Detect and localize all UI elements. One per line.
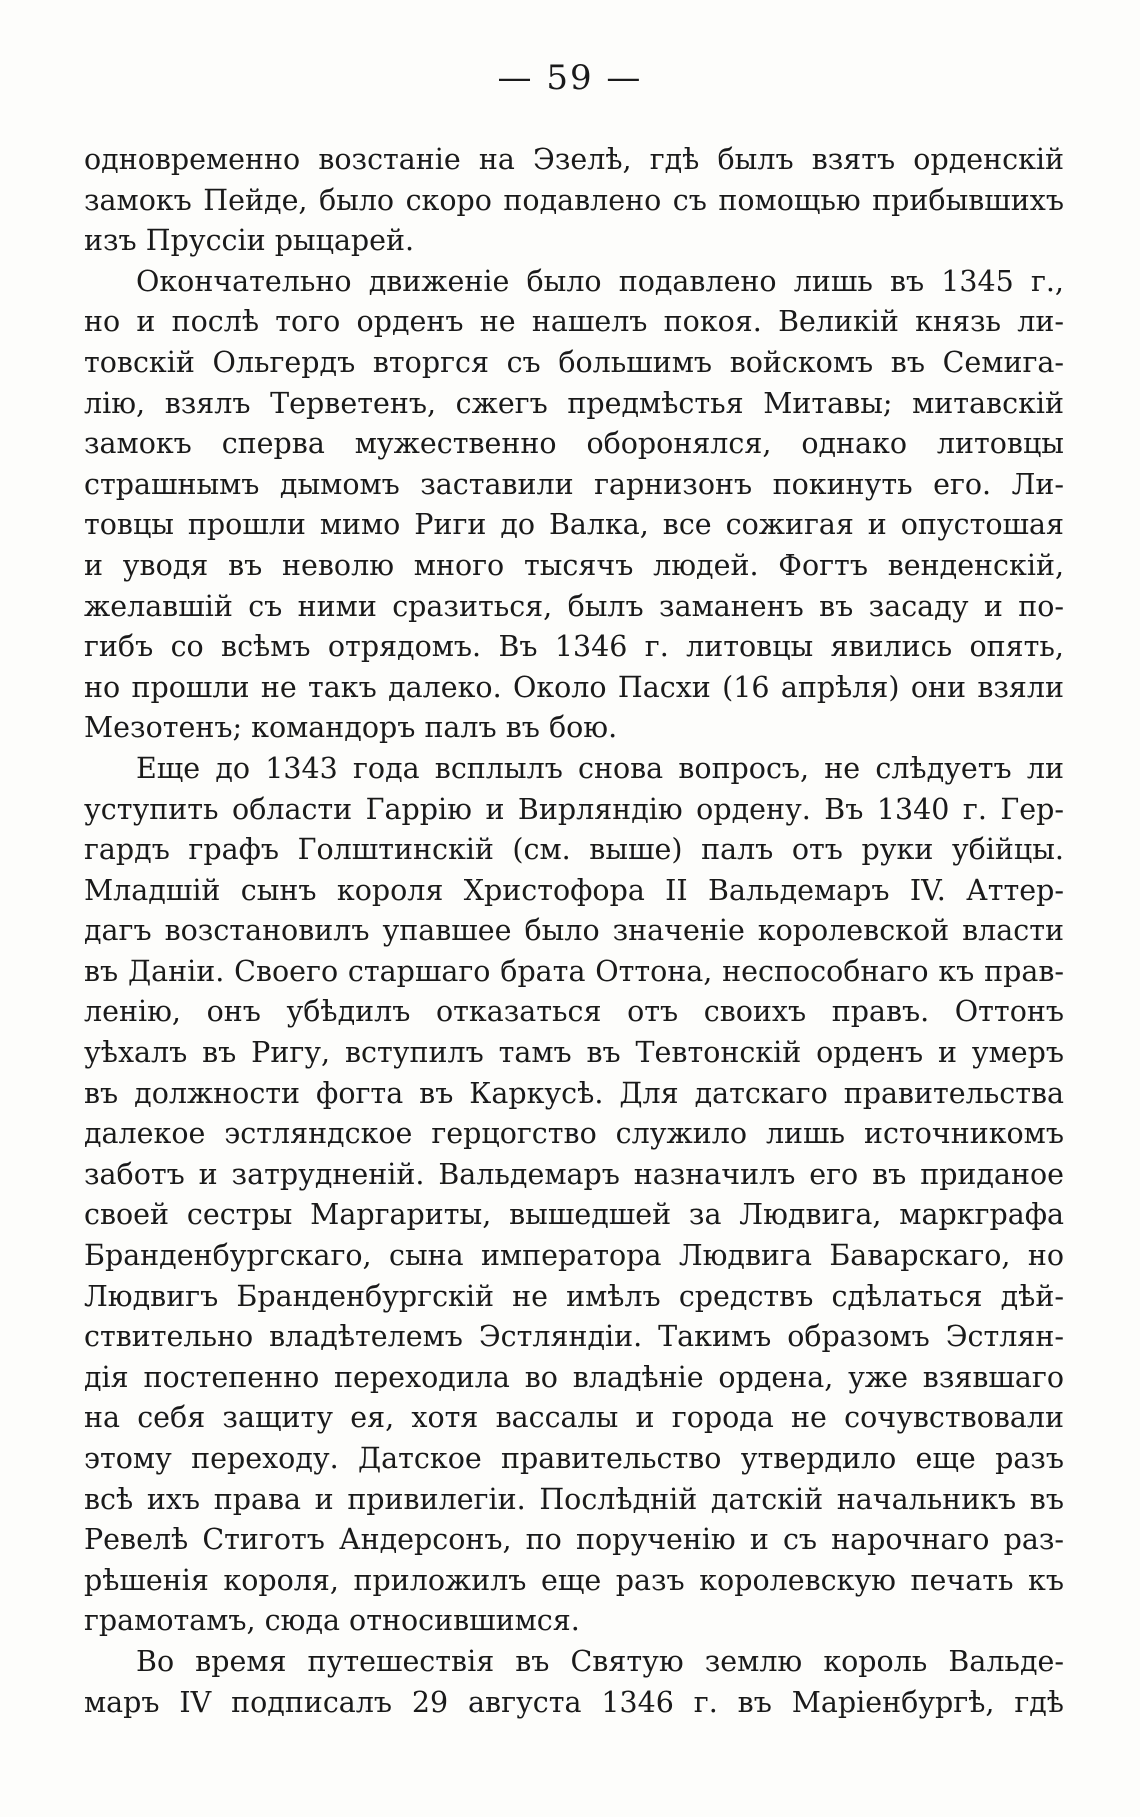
page-number: — 59 — (497, 58, 643, 98)
page-body-text (84, 140, 1064, 1723)
text-line: въ Даніи. Своего старшаго брата Оттона, неспособнаго къ прав- (84, 954, 1064, 988)
text-line: заботъ и затрудненій. Вальдемаръ назначилъ его въ приданое (84, 1157, 1064, 1191)
text-line: уступить области Гаррію и Вирляндію ордену. Въ 1340 г. Гер- (84, 792, 1064, 826)
text-line: Ревелѣ Стиготъ Андерсонъ, по порученію и съ нарочнаго раз- (84, 1523, 1064, 1557)
text-line: дія постепенно переходила во владѣніе ордена, уже взявшаго (84, 1360, 1064, 1394)
text-line: лію, взялъ Терветенъ, сжегъ предмѣстья Митавы; митавскій (84, 386, 1064, 420)
text-line: изъ Пруссіи рыцарей. (84, 224, 415, 258)
text-line: Во время путешествія въ Святую землю король Вальде- (136, 1644, 1064, 1678)
text-line: въ должности фогта въ Каркусѣ. Для датскаго правительства (84, 1076, 1064, 1110)
text-line: но и послѣ того орденъ не нашелъ покоя. Великій князь ли- (84, 305, 1064, 339)
text-line: Младшій сынъ короля Христофора II Вальдемаръ IV. Аттер- (84, 873, 1064, 907)
text-line: Бранденбургскаго, сына императора Людвига Баварскаго, но (84, 1239, 1064, 1273)
text-line: далекое эстляндское герцогство служило лишь источникомъ (84, 1117, 1064, 1151)
text-line: гардъ графъ Голштинскій (см. выше) палъ отъ руки убійцы. (84, 833, 1064, 867)
text-line: маръ IV подписалъ 29 августа 1346 г. въ Маріенбургѣ, гдѣ (84, 1685, 1064, 1719)
text-line: но прошли не такъ далеко. Около Пасхи (16 апрѣля) они взяли (84, 670, 1064, 704)
text-line: Окончательно движеніе было подавлено лишь въ 1345 г., (136, 264, 1064, 298)
text-line: Мезотенъ; командоръ палъ въ бою. (84, 711, 618, 745)
text-line: замокъ Пейде, было скоро подавлено съ помощью прибывшихъ (84, 183, 1064, 217)
text-line: всѣ ихъ права и привилегіи. Послѣдній датскій начальникъ въ (84, 1482, 1064, 1516)
text-line: желавшій съ ними сразиться, былъ заманенъ въ засаду и по- (84, 589, 1064, 623)
text-line: ленію, онъ убѣдилъ отказаться отъ своихъ правъ. Оттонъ (84, 995, 1064, 1029)
text-line: страшнымъ дымомъ заставили гарнизонъ покинуть его. Ли- (84, 467, 1064, 501)
text-line: этому переходу. Датское правительство утвердило еще разъ (84, 1442, 1064, 1475)
text-line: товскій Ольгердъ вторгся съ большимъ войскомъ въ Семига- (84, 345, 1064, 379)
text-line: дагъ возстановилъ упавшее было значеніе королевской власти (84, 914, 1064, 948)
text-line: своей сестры Маргариты, вышедшей за Людвига, маркграфа (84, 1198, 1064, 1232)
text-line: и уводя въ неволю много тысячъ людей. Фогтъ венденскій, (84, 548, 1064, 582)
text-line: гибъ со всѣмъ отрядомъ. Въ 1346 г. литовцы явились опять, (84, 630, 1064, 664)
text-line: рѣшенія короля, приложилъ еще разъ королевскую печать къ (84, 1563, 1064, 1597)
text-line: одновременно возстаніе на Эзелѣ, гдѣ былъ взятъ орденскій (84, 143, 1064, 176)
text-line: ствительно владѣтелемъ Эстляндіи. Такимъ образомъ Эстлян- (84, 1320, 1064, 1354)
text-line: замокъ сперва мужественно оборонялся, однако литовцы (84, 427, 1064, 461)
text-line: Людвигъ Бранденбургскій не имѣлъ средствъ сдѣлаться дѣй- (84, 1279, 1064, 1313)
text-line: Еще до 1343 года всплылъ снова вопросъ, не слѣдуетъ ли (136, 751, 1064, 785)
text-line: грамотамъ, сюда относившимся. (84, 1604, 580, 1638)
text-line: товцы прошли мимо Риги до Валка, все сожигая и опустошая (84, 508, 1064, 542)
text-line: уѣхалъ въ Ригу, вступилъ тамъ въ Тевтонскій орденъ и умеръ (84, 1036, 1064, 1070)
text-line: на себя защиту ея, хотя вассалы и города не сочувствовали (84, 1401, 1064, 1435)
